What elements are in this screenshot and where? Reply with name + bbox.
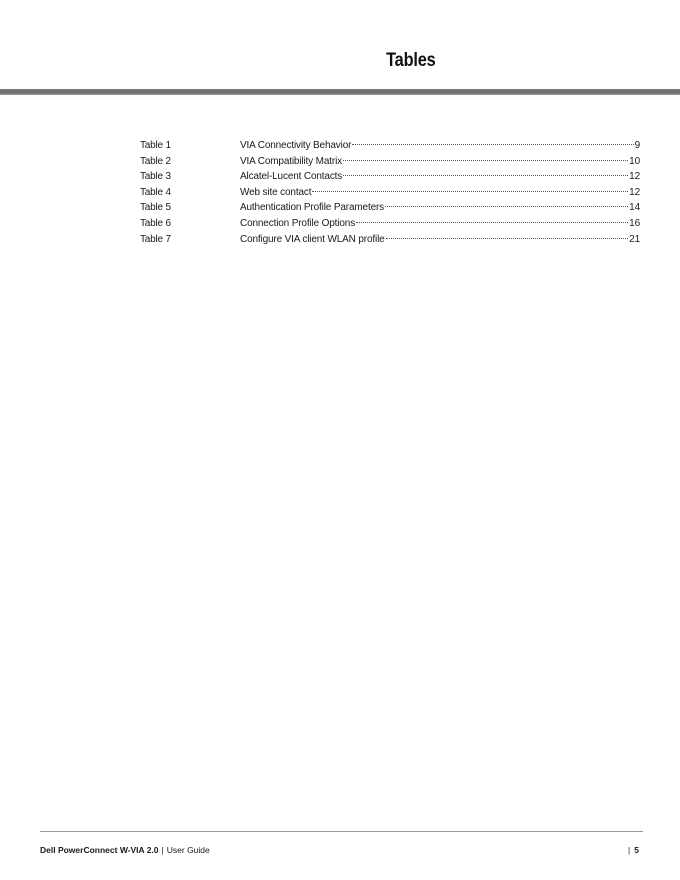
toc-item-page[interactable]: 12 — [629, 186, 640, 198]
toc-item-caption[interactable]: VIA Compatibility Matrix — [240, 155, 342, 167]
toc-leader-dots — [343, 175, 628, 176]
toc-item[interactable] — [140, 138, 640, 154]
toc-item-number: Table 7 — [140, 233, 171, 245]
toc-item-caption[interactable]: Configure VIA client WLAN profile — [240, 233, 385, 245]
toc-item-page[interactable]: 16 — [629, 217, 640, 229]
footer-guide-name: User Guide — [166, 845, 210, 855]
toc-leader-dots — [385, 206, 628, 207]
title-divider — [0, 89, 680, 95]
toc-item[interactable] — [140, 232, 640, 248]
toc-item-page[interactable]: 12 — [629, 171, 640, 183]
toc-item-number: Table 5 — [140, 202, 171, 214]
footer-page — [628, 845, 639, 855]
toc-item[interactable] — [140, 154, 640, 170]
toc-item[interactable] — [140, 216, 640, 232]
toc-item-caption[interactable]: Alcatel-Lucent Contacts — [240, 171, 343, 183]
toc-item-number: Table 4 — [140, 186, 171, 198]
toc-item[interactable] — [140, 185, 640, 201]
toc-leader-dots — [352, 144, 633, 145]
toc-item[interactable] — [140, 200, 640, 216]
toc-leader-dots — [356, 222, 628, 223]
toc-item-page[interactable]: 21 — [629, 233, 640, 245]
footer-page-separator: | — [628, 845, 631, 855]
toc-item-caption[interactable]: Web site contact — [240, 186, 312, 198]
toc-item-caption[interactable]: Authentication Profile Parameters — [240, 202, 385, 214]
toc-item-number: Table 2 — [140, 155, 171, 167]
toc-item-caption[interactable]: Connection Profile Options — [240, 217, 356, 229]
page-title: Tables — [386, 50, 436, 71]
footer-document-info — [40, 845, 210, 855]
table-of-tables — [140, 138, 640, 247]
footer-page-number: 5 — [634, 845, 639, 855]
toc-item-number: Table 1 — [140, 140, 171, 151]
toc-item-page[interactable]: 14 — [629, 202, 640, 214]
toc-item[interactable] — [140, 169, 640, 185]
toc-item-page[interactable]: 9 — [634, 140, 640, 151]
toc-item-number: Table 3 — [140, 171, 171, 183]
footer-divider — [40, 831, 643, 832]
toc-item-caption[interactable]: VIA Connectivity Behavior — [240, 140, 352, 151]
toc-item-page[interactable]: 10 — [629, 155, 640, 167]
toc-leader-dots — [312, 191, 628, 192]
footer-product-name: Dell PowerConnect W-VIA 2.0 — [40, 845, 159, 855]
toc-leader-dots — [386, 238, 629, 239]
toc-leader-dots — [343, 160, 628, 161]
footer-separator: | — [161, 845, 164, 855]
toc-item-number: Table 6 — [140, 217, 171, 229]
